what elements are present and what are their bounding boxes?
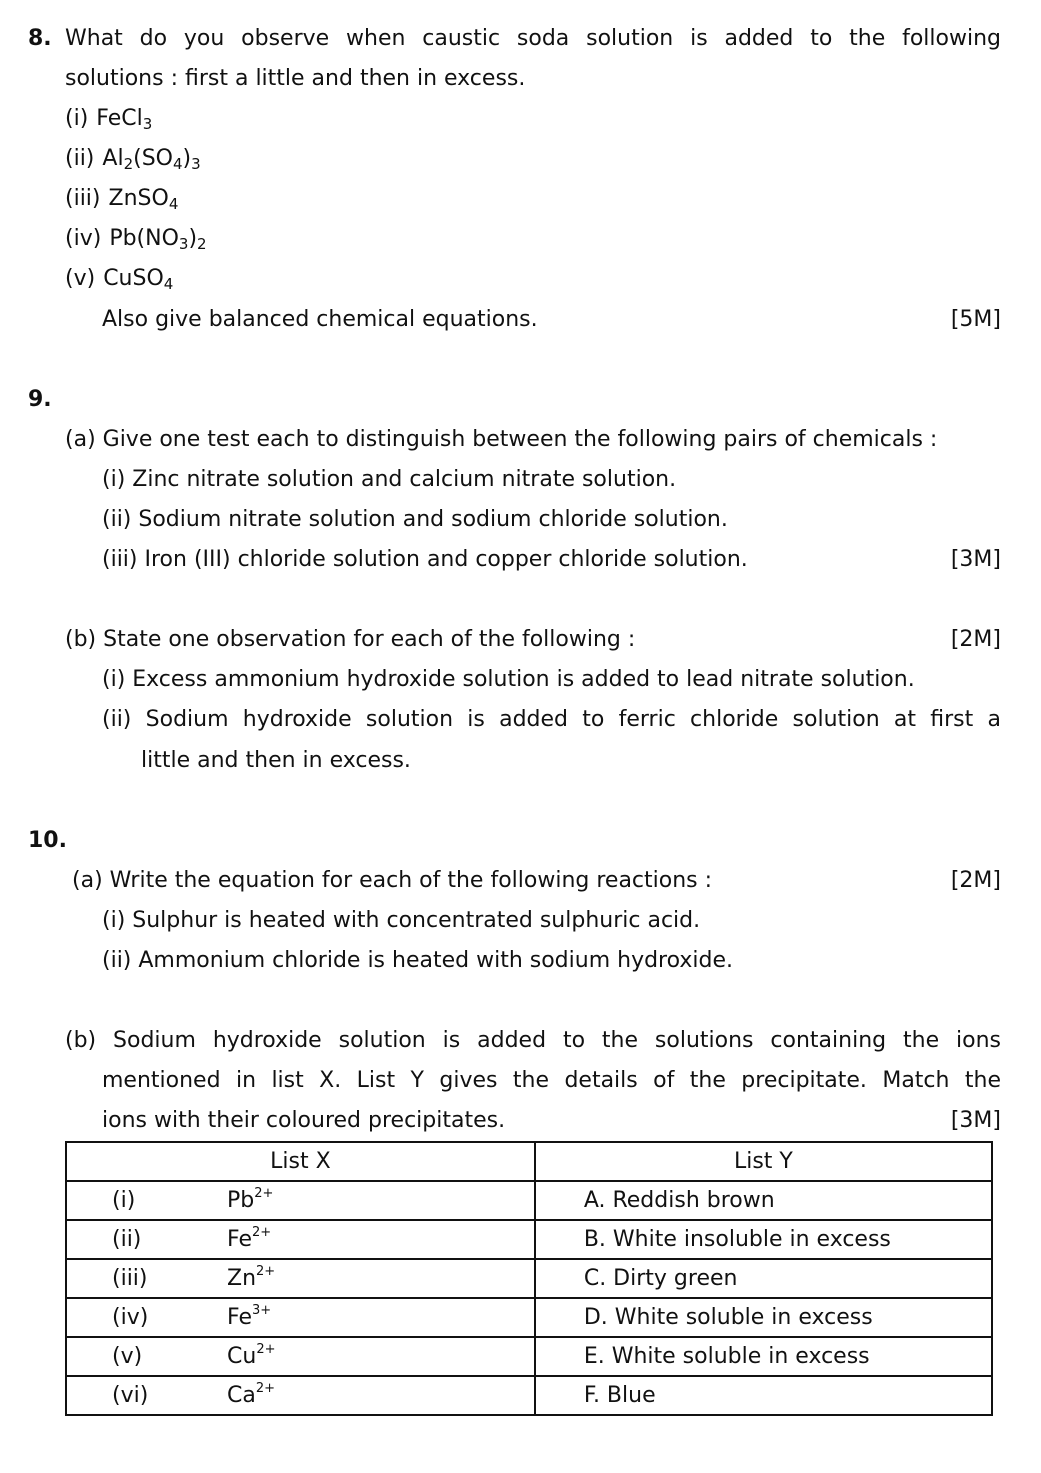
question-8-item — [65, 146, 201, 172]
ion-charge: 3+ — [252, 1303, 272, 1318]
question-10b-marks: [3M] — [950, 1108, 1001, 1133]
formula-subscript: 4 — [172, 155, 183, 173]
ion-symbol — [227, 1383, 275, 1408]
ion-charge: 2+ — [252, 1225, 272, 1240]
question-10-number: 10. — [28, 828, 67, 853]
formula-subscript: 3 — [142, 115, 153, 133]
row-number: (ii) — [112, 1227, 142, 1252]
question-8-stem-line1: What do you observe when caustic soda solution is added to the following — [65, 26, 1001, 51]
question-8-also: Also give balanced chemical equations. — [102, 307, 538, 332]
ion-symbol — [227, 1344, 275, 1369]
question-8-item — [65, 266, 173, 292]
chemical-formula — [109, 186, 179, 211]
table-row — [66, 1337, 992, 1376]
ion-element: Fe — [227, 1227, 252, 1252]
formula-subscript: 2 — [123, 155, 134, 173]
ion-element: Fe — [227, 1305, 252, 1330]
formula-part: ) — [188, 226, 198, 251]
question-9a-i: (i) Zinc nitrate solution and calcium nitrate solution. — [102, 467, 677, 492]
list-y-cell: A. Reddish brown — [535, 1181, 992, 1220]
list-x-cell — [66, 1376, 535, 1415]
question-9-number: 9. — [28, 387, 52, 412]
ion-element: Ca — [227, 1383, 256, 1408]
list-x-cell — [66, 1181, 535, 1220]
question-8-item — [65, 186, 178, 212]
ion-symbol — [227, 1188, 273, 1213]
ion-element: Cu — [227, 1344, 257, 1369]
formula-subscript: 2 — [197, 235, 207, 253]
formula-subscript: 3 — [191, 155, 201, 173]
formula-part: Cl — [121, 106, 143, 131]
row-number: (vi) — [112, 1383, 149, 1408]
list-x-cell — [66, 1337, 535, 1376]
question-8-stem-line2: solutions : first a little and then in excess. — [65, 66, 526, 91]
list-y-cell: C. Dirty green — [535, 1259, 992, 1298]
list-x-header: List X — [66, 1142, 535, 1181]
ion-charge: 2+ — [256, 1342, 276, 1357]
question-8-item — [65, 226, 207, 252]
match-table-header — [66, 1142, 992, 1181]
table-row — [66, 1298, 992, 1337]
question-9a-marks: [3M] — [950, 547, 1001, 572]
question-8-marks: [5M] — [950, 307, 1001, 332]
question-8-number: 8. — [28, 26, 52, 51]
table-row — [66, 1181, 992, 1220]
question-9b-marks: [2M] — [950, 627, 1001, 652]
question-9a-iii: (iii) Iron (III) chloride solution and copper chloride solution. — [102, 547, 748, 572]
formula-subscript: 4 — [168, 195, 179, 213]
list-x-cell — [66, 1259, 535, 1298]
ion-element: Pb — [227, 1188, 255, 1213]
row-number: (i) — [112, 1188, 136, 1213]
question-10a-i: (i) Sulphur is heated with concentrated sulphuric acid. — [102, 908, 701, 933]
formula-part: CuSO — [103, 266, 164, 291]
formula-part: ZnSO — [108, 186, 169, 211]
item-label: (i) — [65, 106, 89, 131]
ion-symbol — [227, 1305, 271, 1330]
question-10b-line2: mentioned in list X. List Y gives the details of the precipitate. Match the — [102, 1068, 1001, 1093]
table-row — [66, 1376, 992, 1415]
formula-part: Pb(NO — [109, 226, 179, 251]
list-y-cell: E. White soluble in excess — [535, 1337, 992, 1376]
question-9b-i: (i) Excess ammonium hydroxide solution is added to lead nitrate solution. — [102, 667, 915, 692]
row-number: (iv) — [112, 1305, 149, 1330]
table-row — [66, 1259, 992, 1298]
question-10a-marks: [2M] — [950, 868, 1001, 893]
formula-part: Al — [102, 146, 124, 171]
match-table — [65, 1141, 993, 1416]
ion-symbol — [227, 1227, 271, 1252]
list-x-cell — [66, 1220, 535, 1259]
list-y-cell: B. White insoluble in excess — [535, 1220, 992, 1259]
chemical-formula — [109, 226, 206, 251]
row-number: (iii) — [112, 1266, 148, 1291]
list-y-header: List Y — [535, 1142, 992, 1181]
question-10b-line1: (b) Sodium hydroxide solution is added to the solutions containing the ions — [65, 1028, 1001, 1053]
item-label: (iii) — [65, 186, 101, 211]
formula-part: (SO — [133, 146, 173, 171]
table-row — [66, 1220, 992, 1259]
chemical-formula — [102, 146, 200, 171]
question-9a-ii: (ii) Sodium nitrate solution and sodium chloride solution. — [102, 507, 728, 532]
question-9b-ii-line1: (ii) Sodium hydroxide solution is added to ferric chloride solution at first a — [102, 707, 1001, 732]
question-10b-line3: ions with their coloured precipitates. — [102, 1108, 506, 1133]
formula-subscript: 3 — [178, 235, 189, 253]
row-number: (v) — [112, 1344, 143, 1369]
question-10a-ii: (ii) Ammonium chloride is heated with sodium hydroxide. — [102, 948, 734, 973]
list-y-cell: D. White soluble in excess — [535, 1298, 992, 1337]
ion-charge: 2+ — [256, 1264, 276, 1279]
item-label: (v) — [65, 266, 96, 291]
formula-part: ) — [182, 146, 192, 171]
formula-part: Fe — [96, 106, 122, 131]
ion-charge: 2+ — [254, 1186, 274, 1201]
question-9b-stem: (b) State one observation for each of the following : — [65, 627, 636, 652]
chemical-formula — [96, 106, 152, 131]
question-10a-stem: (a) Write the equation for each of the following reactions : — [72, 868, 713, 893]
ion-element: Zn — [227, 1266, 257, 1291]
list-x-cell — [66, 1298, 535, 1337]
list-y-cell: F. Blue — [535, 1376, 992, 1415]
ion-charge: 2+ — [255, 1381, 276, 1396]
item-label: (ii) — [65, 146, 95, 171]
question-9b-ii-line2: little and then in excess. — [141, 748, 411, 773]
ion-symbol — [227, 1266, 275, 1291]
item-label: (iv) — [65, 226, 102, 251]
question-9a-stem: (a) Give one test each to distinguish between the following pairs of chemicals : — [65, 427, 938, 452]
chemical-formula — [103, 266, 173, 291]
question-8-item — [65, 106, 152, 132]
formula-subscript: 4 — [163, 275, 174, 293]
